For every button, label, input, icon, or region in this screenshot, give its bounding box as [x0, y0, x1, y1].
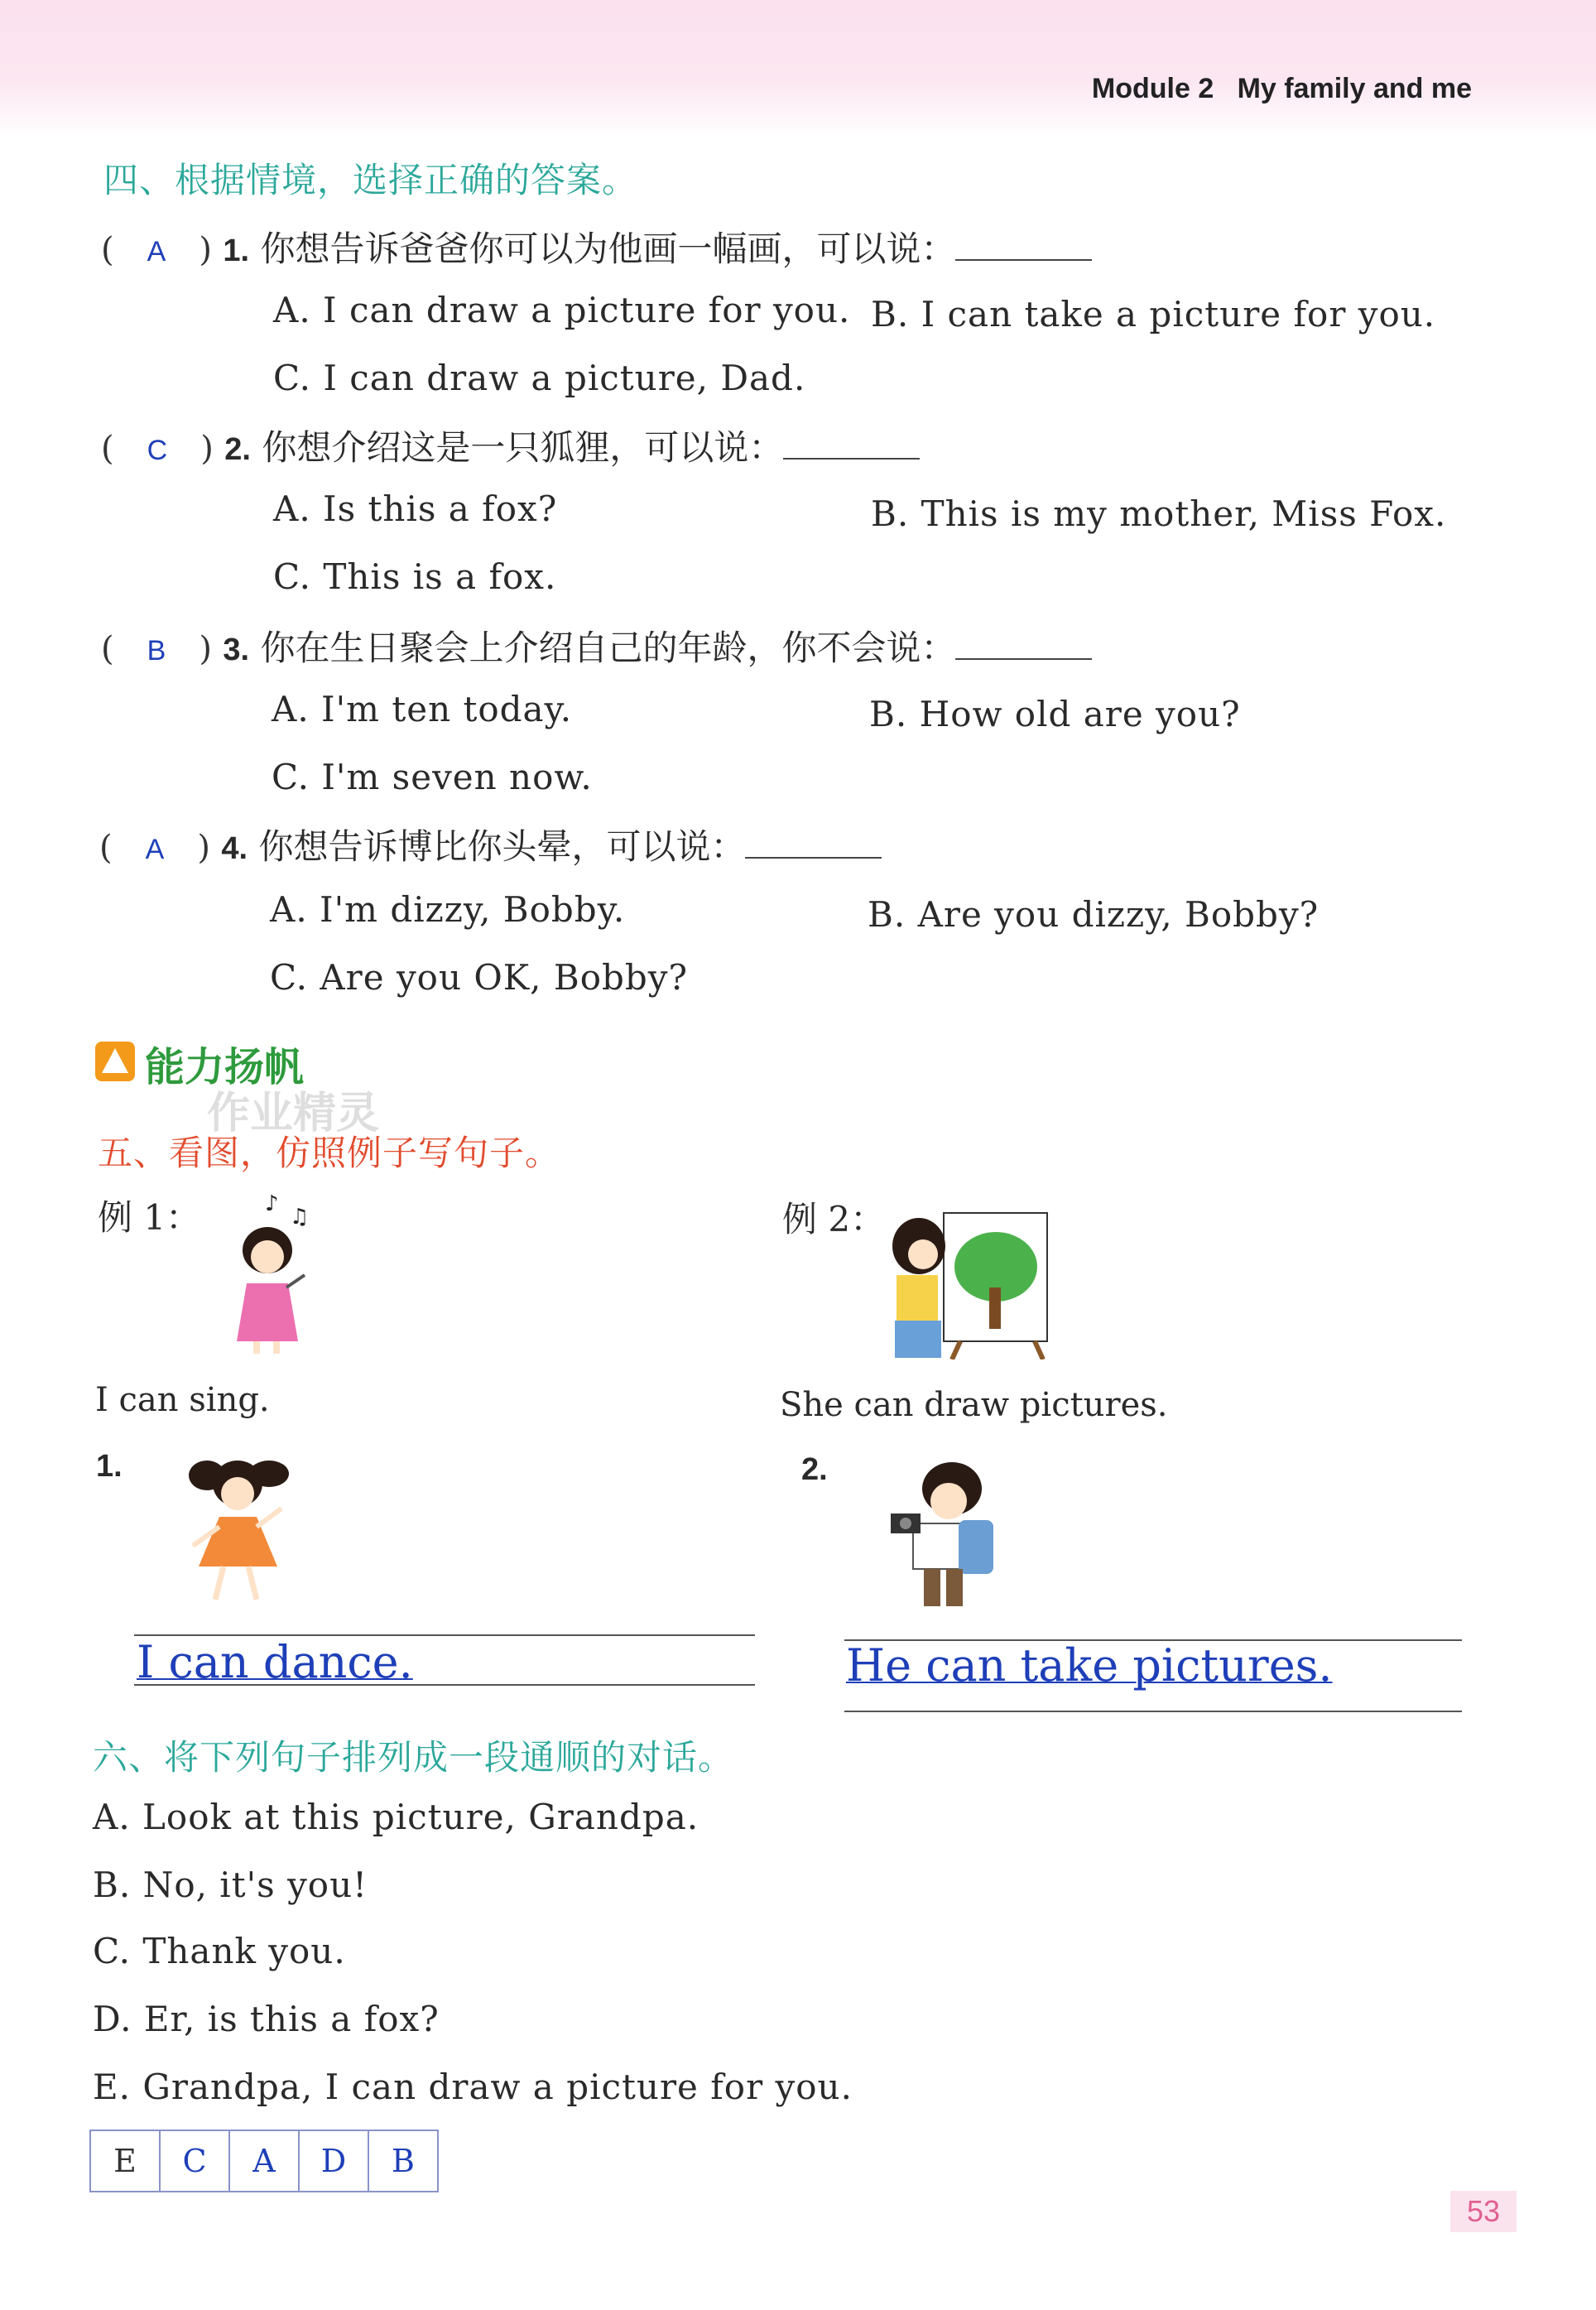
- answer-blank: [955, 630, 1092, 660]
- answer-1: A: [147, 236, 166, 267]
- question-3: [101, 621, 1092, 671]
- question-number: 2.: [224, 432, 251, 467]
- q2-option-b: B. This is my mother, Miss Fox.: [871, 493, 1447, 534]
- q1-option-c: C. I can draw a picture, Dad.: [273, 358, 806, 398]
- dialogue-item-b: B. No, it's you!: [93, 1865, 368, 1905]
- q5-2-number: 2.: [801, 1452, 828, 1487]
- question-number: 3.: [223, 633, 250, 667]
- header-band: [0, 0, 1596, 137]
- section-4-heading: 四、根据情境，选择正确的答案。: [103, 160, 638, 200]
- paren-close: ): [199, 231, 213, 269]
- order-cell: E: [90, 2130, 160, 2192]
- paren-close: ): [200, 430, 214, 468]
- drawing-girl-image: [882, 1209, 1055, 1360]
- answer-blank: [783, 430, 920, 460]
- paren-open: (: [99, 829, 113, 867]
- question-4: [99, 820, 882, 869]
- module-title: My family and me: [1237, 73, 1472, 104]
- dialogue-item-e: E. Grandpa, I can draw a picture for you.: [93, 2067, 853, 2107]
- q5-1-number: 1.: [96, 1449, 123, 1484]
- q1-option-b: B. I can take a picture for you.: [871, 294, 1436, 334]
- q5-2-answer: He can take pictures.: [846, 1639, 1333, 1692]
- question-text: 你在生日聚会上介绍自己的年龄，你不会说：: [260, 628, 956, 668]
- question-2: [101, 421, 920, 470]
- q2-option-a: A. Is this a fox?: [273, 488, 558, 529]
- module-header: [1092, 73, 1472, 105]
- q1-option-a: A. I can draw a picture for you.: [273, 290, 851, 330]
- q5-1-answer: I can dance.: [137, 1636, 413, 1688]
- question-number: 4.: [221, 831, 248, 866]
- order-cell: B: [368, 2130, 438, 2192]
- dialogue-item-d: D. Er, is this a fox?: [93, 1999, 440, 2039]
- paren-open: (: [101, 630, 114, 668]
- paren-close: ): [199, 630, 213, 668]
- q4-option-c: C. Are you OK, Bobby?: [270, 957, 689, 998]
- order-cell: C: [160, 2130, 229, 2192]
- order-cell: A: [229, 2130, 299, 2192]
- example-2-label: 例 2：: [782, 1199, 886, 1239]
- singing-girl-image: [222, 1192, 338, 1354]
- q4-option-b: B. Are you dizzy, Bobby?: [868, 894, 1320, 935]
- music-note-icon: ♫: [290, 1205, 310, 1230]
- dialogue-item-c: C. Thank you.: [93, 1931, 346, 1971]
- watermark: 作业精灵: [207, 1089, 380, 1138]
- music-note-icon: ♪: [265, 1192, 279, 1216]
- section-5-heading: 五、看图，仿照例子写句子。: [98, 1133, 561, 1173]
- q3-option-c: C. I'm seven now.: [272, 757, 593, 797]
- order-cell: D: [299, 2130, 368, 2192]
- question-number: 1.: [223, 233, 250, 268]
- dialogue-item-a: A. Look at this picture, Grandpa.: [93, 1797, 699, 1837]
- q3-option-b: B. How old are you?: [869, 694, 1241, 734]
- example-1-sentence: I can sing.: [95, 1381, 270, 1419]
- answer-2: C: [147, 435, 168, 466]
- writing-line: [134, 1684, 755, 1686]
- paren-open: (: [101, 430, 114, 468]
- module-label: Module 2: [1091, 73, 1214, 104]
- paren-open: (: [101, 231, 114, 269]
- q4-option-a: A. I'm dizzy, Bobby.: [270, 889, 626, 930]
- answer-blank: [745, 829, 882, 859]
- page-number: 53: [1450, 2191, 1517, 2232]
- order-answer-table: [89, 2130, 439, 2192]
- question-text: 你想告诉爸爸你可以为他画一幅画，可以说：: [260, 229, 956, 269]
- q3-option-a: A. I'm ten today.: [272, 689, 573, 729]
- example-1-label: 例 1：: [98, 1197, 201, 1238]
- example-2-sentence: She can draw pictures.: [780, 1386, 1168, 1424]
- section-6-heading: 六、将下列句子排列成一段通顺的对话。: [93, 1737, 734, 1778]
- sail-icon: [95, 1042, 135, 1081]
- q2-option-c: C. This is a fox.: [273, 556, 557, 597]
- answer-4: A: [145, 834, 165, 865]
- photographing-boy-image: [884, 1456, 1000, 1609]
- question-text: 你想告诉博比你头晕，可以说：: [258, 826, 746, 867]
- ability-heading: 能力扬帆: [145, 1044, 305, 1090]
- writing-line: [844, 1711, 1462, 1712]
- answer-3: B: [147, 635, 166, 667]
- paren-close: ): [197, 829, 211, 867]
- question-1: [101, 222, 1092, 272]
- question-text: 你想介绍这是一只狐狸，可以说：: [262, 427, 784, 468]
- answer-blank: [955, 231, 1092, 261]
- dancing-girl-image: [178, 1451, 294, 1604]
